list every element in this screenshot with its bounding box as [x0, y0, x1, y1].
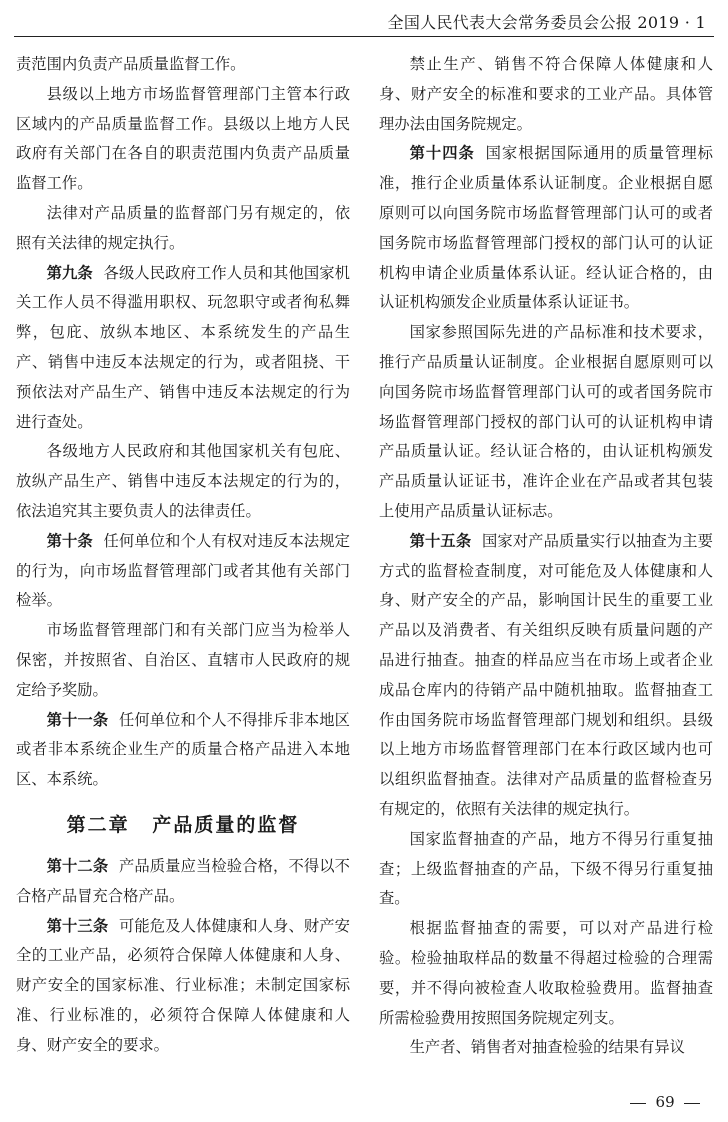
gazette-title: 全国人民代表大会常务委员会公报 2019 · 1: [387, 13, 706, 32]
article-text: 各级人民政府工作人员和其他国家机关工作人员不得滥用职权、玩忽职守或者徇私舞弊，包庇、放纵本地区、本系统发生的产品生产、销售中违反本法规定的行为，或者阻挠、干预依法对产品生产、销售中违反本法规定的行为进行查处。: [16, 263, 350, 431]
article-number: 第十一条: [46, 710, 109, 729]
article-text: 任何单位和个人有权对违反本法规定的行为，向市场监督管理部门或者其他有关部门检举。: [16, 531, 350, 610]
article-text: 可能危及人体健康和人身、财产安全的工业产品，必须符合保障人体健康和人身、财产安全的国家标准、行业标准；未制定国家标准、行业标准的，必须符合保障人体健康和人身、财产安全的要求。: [16, 916, 350, 1054]
header-rule: [14, 36, 714, 37]
article-number: 第十二条: [46, 856, 109, 875]
left-column: [16, 50, 350, 1061]
article-text: 产品质量应当检验合格，不得以不合格产品冒充合格产品。: [16, 856, 350, 905]
article-11: [16, 706, 350, 795]
article-number: 第十三条: [46, 916, 109, 935]
footer-dash: [630, 1103, 646, 1104]
page-header: [14, 6, 714, 36]
page-number: 69: [655, 1093, 675, 1111]
right-column: [379, 50, 713, 1063]
article-9: [16, 259, 350, 438]
paragraph: 国家监督抽查的产品，地方不得另行重复抽查；上级监督抽查的产品，下级不得另行重复抽查。: [379, 829, 713, 908]
article-number: 第十条: [46, 531, 93, 550]
article-13: [16, 912, 350, 1061]
article-text: 任何单位和个人不得排斥非本地区或者非本系统企业生产的质量合格产品进入本地区、本系统。: [16, 710, 350, 789]
article-number: 第十四条: [409, 144, 475, 163]
paragraph: 国家参照国际先进的产品标准和技术要求，推行产品质量认证制度。企业根据自愿原则可以向国务院市场监督管理部门认可的或者国务院市场监督管理部门授权的部门认可的认证机构申请产品质量认证。经认证合格的，由认证机构颁发产品质量认证证书，准许企业在产品或者其包装上使用产品质量认证标志。: [379, 323, 713, 520]
chapter-number: 第二章: [66, 813, 130, 836]
article-text: 国家对产品质量实行以抽查为主要方式的监督检查制度，对可能危及人体健康和人身、财产安全的产品，影响国计民生的重要工业产品以及消费者、有关组织反映有质量问题的产品进行抽查。抽查的样品应当在市场上或者企业成品仓库内的待销产品中随机抽取。监督抽查工作由国务院市场监督管理部门规划和组织。县级以上地方市场监督管理部门在本行政区域内也可以组织监督抽查。法律对产品质量的监督检查另有规定的，依照有关法律的规定执行。: [379, 531, 713, 818]
article-number: 第十五条: [409, 531, 472, 550]
paragraph: 各级地方人民政府和其他国家机关有包庇、放纵产品生产、销售中违反本法规定的行为的，依法追究其主要负责人的法律责任。: [16, 442, 350, 520]
page-footer: [630, 1093, 700, 1111]
paragraph: 市场监督管理部门和有关部门应当为检举人保密，并按照省、自治区、直辖市人民政府的规定给予奖励。: [16, 621, 350, 699]
paragraph: 县级以上地方市场监督管理部门主管本行政区域内的产品质量监督工作。县级以上地方人民政府有关部门在各自的职责范围内负责产品质量监督工作。: [16, 84, 350, 193]
article-15: [379, 527, 713, 825]
article-number: 第九条: [46, 263, 93, 282]
article-text: 国家根据国际通用的质量管理标准，推行企业质量体系认证制度。企业根据自愿原则可以向国务院市场监督管理部门认可的或者国务院市场监督管理部门授权的部门认可的认证机构申请企业质量体系认证。经认证合格的，由认证机构颁发企业质量体系认证证书。: [379, 144, 713, 312]
footer-dash: [684, 1103, 700, 1104]
paragraph: 生产者、销售者对抽查检验的结果有异议: [409, 1038, 685, 1057]
article-12: [16, 852, 350, 912]
chapter-title: 产品质量的监督: [152, 813, 300, 836]
paragraph: 禁止生产、销售不符合保障人体健康和人身、财产安全的标准和要求的工业产品。具体管理办法由国务院规定。: [379, 55, 713, 133]
paragraph: 根据监督抽查的需要，可以对产品进行检验。检验抽取样品的数量不得超过检验的合理需要，并不得向被检查人收取检验费用。监督抽查所需检验费用按照国务院规定列支。: [379, 919, 713, 1027]
chapter-heading: [16, 810, 350, 840]
article-14: [379, 139, 713, 318]
paragraph: 法律对产品质量的监督部门另有规定的，依照有关法律的规定执行。: [16, 203, 350, 252]
article-10: [16, 527, 350, 616]
paragraph: 责范围内负责产品质量监督工作。: [16, 55, 246, 73]
